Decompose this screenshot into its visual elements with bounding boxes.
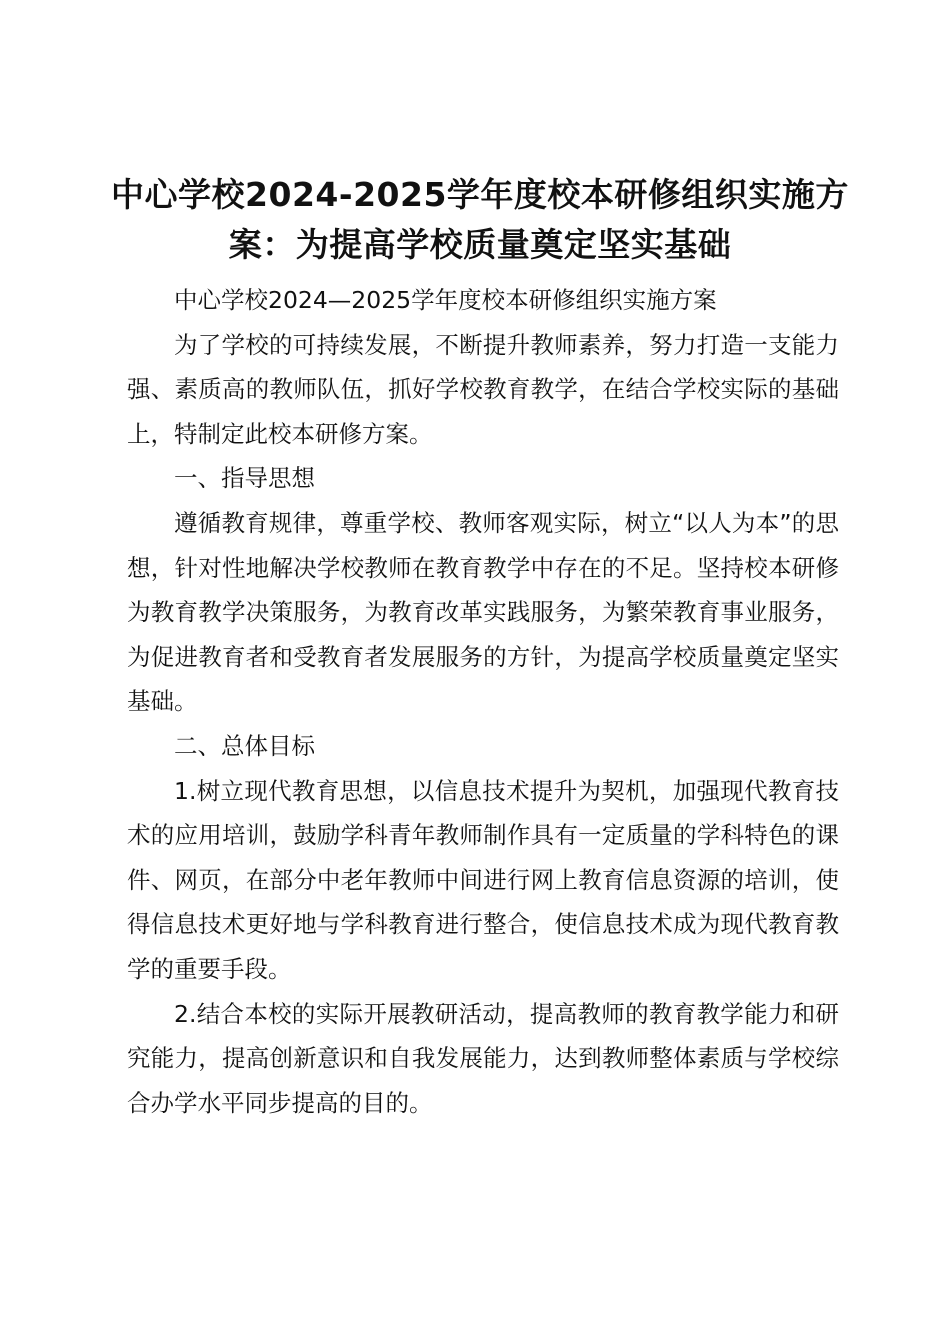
goal-item-2: 2.结合本校的实际开展教研活动，提高教师的教育教学能力和研究能力，提高创新意识和自我发展能力，达到教师整体素质与学校综合办学水平同步提高的目的。 [127, 999, 839, 1117]
guiding-ideology-paragraph: 遵循教育规律，尊重学校、教师客观实际，树立“以人为本”的思想，针对性地解决学校教师在教育教学中存在的不足。坚持校本研修为教育教学决策服务，为教育改革实践服务，为繁荣教育事业服务，为促进教育者和受教育者发展服务的方针，为提高学校质量奠定坚实基础。 [127, 508, 839, 716]
document-body [127, 278, 839, 1125]
goal-item-1: 1.树立现代教育思想，以信息技术提升为契机，加强现代教育技术的应用培训，鼓励学科青年教师制作具有一定质量的学科特色的课件、网页，在部分中老年教师中间进行网上教育信息资源的培训，使得信息技术更好地与学科教育进行整合，使信息技术成为现代教育教学的重要手段。 [127, 776, 839, 983]
document-title: 中心学校2024-2025学年度校本研修组织实施方案：为提高学校质量奠定坚实基础 [111, 175, 849, 264]
section-heading-overall-goals: 二、总体目标 [174, 731, 315, 760]
intro-paragraph: 为了学校的可持续发展，不断提升教师素养，努力打造一支能力强、素质高的教师队伍，抓好学校教育教学，在结合学校实际的基础上，特制定此校本研修方案。 [127, 330, 839, 448]
section-heading-guiding-ideology: 一、指导思想 [174, 464, 315, 493]
subtitle-paragraph: 中心学校2024—2025学年度校本研修组织实施方案 [174, 286, 717, 314]
